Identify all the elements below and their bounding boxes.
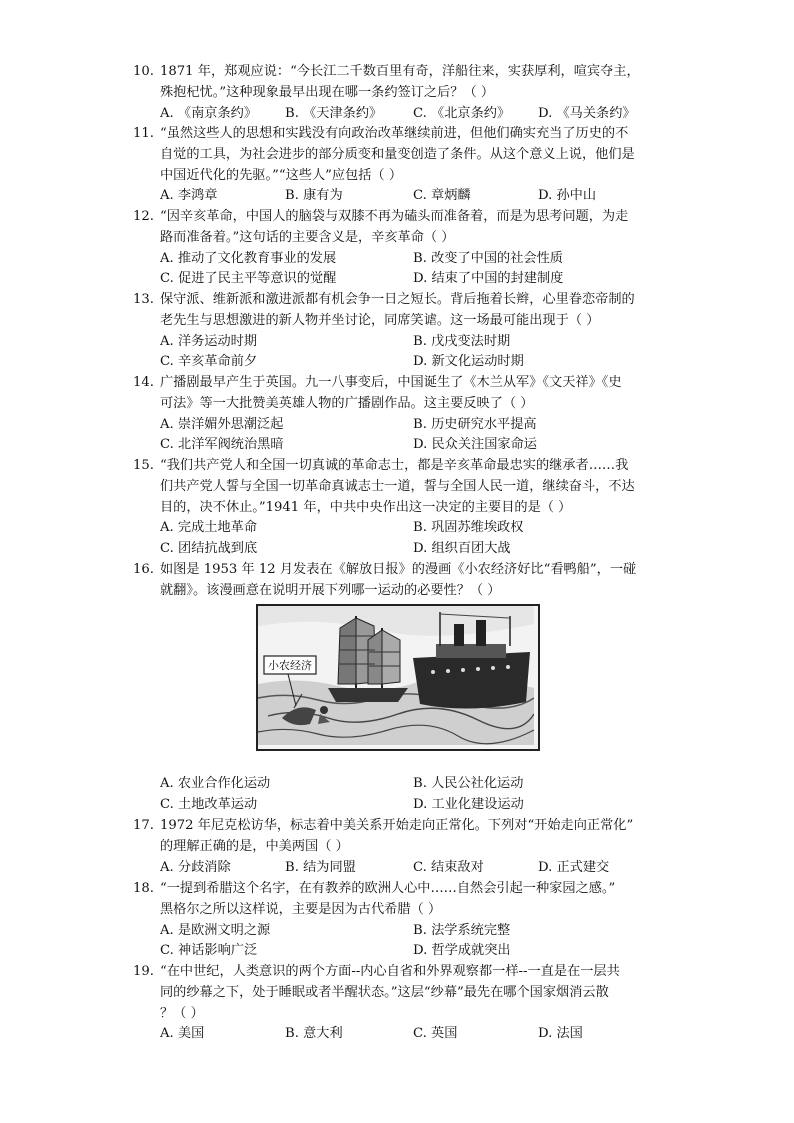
- option-d[interactable]: D. 《马关条约》: [538, 105, 636, 121]
- question-18: [133, 879, 673, 962]
- question-number: 11.: [133, 126, 154, 141]
- question-16: [133, 560, 673, 602]
- question-stem-line: 老先生与思想激进的新人物并坐讨论，同席笑谑。这一场最可能出现于（ ）: [160, 312, 600, 328]
- option-a[interactable]: A. 洋务运动时期: [160, 333, 258, 349]
- option-a[interactable]: A. 美国: [160, 1026, 205, 1042]
- question-stem-line: 1972 年尼克松访华，标志着中美关系开始走向正常化。下列对“开始走向正常化”: [160, 818, 634, 833]
- question-17: [133, 816, 673, 878]
- option-b[interactable]: B. 法学系统完整: [413, 922, 511, 938]
- question-stem-line: 自觉的工具，为社会进步的部分质变和量变创造了条件。从这个意义上说，他们是: [160, 146, 635, 162]
- option-a[interactable]: A. 分歧消除: [160, 859, 231, 875]
- option-c[interactable]: C. 辛亥革命前夕: [160, 354, 258, 370]
- option-b[interactable]: B. 康有为: [285, 188, 343, 204]
- option-b[interactable]: B. 戊戌变法时期: [413, 333, 511, 349]
- question-stem-line: 1871 年，郑观应说：“今长江二千数百里有奇，洋船往来，实获厚利，喧宾夺主，: [160, 64, 640, 79]
- question-stem-line: 路而准备着。”这句话的主要含义是，辛亥革命（ ）: [160, 229, 455, 245]
- question-19: [133, 962, 673, 1045]
- option-a[interactable]: A. 农业合作化运动: [160, 776, 271, 791]
- question-15: [133, 456, 673, 560]
- option-c[interactable]: C. 结束敌对: [413, 859, 484, 875]
- question-number: 15.: [133, 458, 154, 473]
- option-d[interactable]: D. 新文化运动时期: [413, 354, 524, 370]
- question-stem-line: 殊抱杞忧。”这种现象最早出现在哪一条约签订之后？（ ）: [160, 84, 495, 100]
- option-c[interactable]: C. 英国: [413, 1026, 458, 1042]
- option-b[interactable]: B. 结为同盟: [285, 859, 356, 875]
- question-number: 16.: [133, 562, 154, 577]
- question-12: [133, 207, 673, 290]
- question-stem-line: “在中世纪，人类意识的两个方面--内心自省和外界观察都一样--一直是在一层共: [160, 964, 620, 979]
- question-stem-line: 同的纱幕之下，处于睡眠或者半醒状态。”这层“纱幕”最先在哪个国家烟消云散: [160, 984, 609, 1000]
- option-c[interactable]: C. 促进了民主平等意识的觉醒: [160, 271, 337, 287]
- option-d[interactable]: D. 法国: [538, 1026, 583, 1042]
- question-stem-line: 的理解正确的是，中美两国（ ）: [160, 838, 349, 854]
- option-b[interactable]: B. 历史研究水平提高: [413, 416, 537, 432]
- question-number: 14.: [133, 375, 154, 390]
- question-number: 10.: [133, 64, 154, 79]
- question-11: [133, 124, 673, 207]
- option-c[interactable]: C. 章炳麟: [413, 188, 471, 204]
- option-a[interactable]: A. 李鸿章: [160, 188, 218, 204]
- option-d[interactable]: D. 结束了中国的封建制度: [413, 271, 564, 287]
- option-d[interactable]: D. 民众关注国家命运: [413, 437, 537, 453]
- question-stem-line: 广播剧最早产生于英国。九一八事变后，中国诞生了《木兰从军》《文天祥》《史: [160, 375, 622, 390]
- option-d[interactable]: D. 工业化建设运动: [413, 796, 524, 812]
- question-stem-line: 黑格尔之所以这样说，主要是因为古代希腊（ ）: [160, 901, 442, 917]
- option-d[interactable]: D. 组织百团大战: [413, 541, 511, 557]
- option-a[interactable]: A. 完成土地革命: [160, 520, 258, 536]
- option-b[interactable]: B. 意大利: [285, 1026, 343, 1042]
- question-16-options: [133, 774, 673, 816]
- question-13: [133, 290, 673, 373]
- option-d[interactable]: D. 孙中山: [538, 188, 597, 204]
- question-14: [133, 373, 673, 456]
- option-c[interactable]: C. 《北京条约》: [413, 105, 511, 121]
- option-b[interactable]: B. 巩固苏维埃政权: [413, 520, 524, 536]
- option-b[interactable]: B. 改变了中国的社会性质: [413, 250, 563, 266]
- cartoon-label: 小农经济: [268, 659, 312, 672]
- cartoon-figure: [256, 604, 540, 751]
- question-stem-line: 可法》等一大批赞美英雄人物的广播剧作品。这主要反映了（ ）: [160, 395, 534, 411]
- option-a[interactable]: A. 是欧洲文明之源: [160, 922, 271, 938]
- question-number: 12.: [133, 209, 154, 224]
- option-a[interactable]: A. 推动了文化教育事业的发展: [160, 250, 337, 266]
- option-c[interactable]: C. 北洋军阀统治黑暗: [160, 437, 284, 453]
- question-number: 13.: [133, 292, 154, 307]
- question-stem-line: 中国近代化的先驱。”“这些人”应包括（ ）: [160, 167, 403, 183]
- option-d[interactable]: D. 哲学成就突出: [413, 943, 511, 959]
- question-stem-line: “一提到希腊这个名字，在有教养的欧洲人心中……自然会引起一种家园之感。”: [160, 881, 616, 896]
- question-stem-line: “因辛亥革命，中国人的脑袋与双膝不再为磕头而准备着，而是为思考问题，为走: [160, 209, 629, 224]
- option-c[interactable]: C. 团结抗战到底: [160, 541, 258, 557]
- question-stem-line: 们共产党人誓与全国一切革命真诚志士一道，誓与全国人民一道，继续奋斗，不达: [160, 478, 635, 494]
- option-d[interactable]: D. 正式建交: [538, 859, 610, 875]
- option-b[interactable]: B. 人民公社化运动: [413, 776, 524, 791]
- cartoon-illustration: [258, 606, 534, 745]
- question-stem-line: 就翻》。该漫画意在说明开展下列哪一运动的必要性？（ ）: [160, 582, 501, 598]
- option-b[interactable]: B. 《天津条约》: [285, 105, 383, 121]
- question-number: 17.: [133, 818, 154, 833]
- question-10: [133, 62, 673, 124]
- question-number: 19.: [133, 964, 154, 979]
- option-c[interactable]: C. 土地改革运动: [160, 796, 258, 812]
- question-stem-line: 如图是 1953 年 12 月发表在《解放日报》的漫画《小农经济好比“看鸭船”，一碰: [160, 562, 637, 577]
- question-stem-line: ？（ ）: [160, 1005, 204, 1021]
- question-stem-line: 目的，决不休止。”1941 年，中共中央作出这一决定的主要目的是（ ）: [160, 499, 572, 515]
- question-number: 18.: [133, 881, 154, 896]
- question-stem-line: “我们共产党人和全国一切真诚的革命志士，都是辛亥革命最忠实的继承者……我: [160, 458, 629, 473]
- option-c[interactable]: C. 神话影响广泛: [160, 943, 258, 959]
- option-a[interactable]: A. 崇洋媚外思潮泛起: [160, 416, 284, 432]
- question-stem-line: 保守派、维新派和激进派都有机会争一日之短长。背后拖着长辫，心里眷恋帝制的: [160, 292, 635, 307]
- question-stem-line: “虽然这些人的思想和实践没有向政治改革继续前进，但他们确实充当了历史的不: [160, 126, 629, 141]
- option-a[interactable]: A. 《南京条约》: [160, 105, 258, 121]
